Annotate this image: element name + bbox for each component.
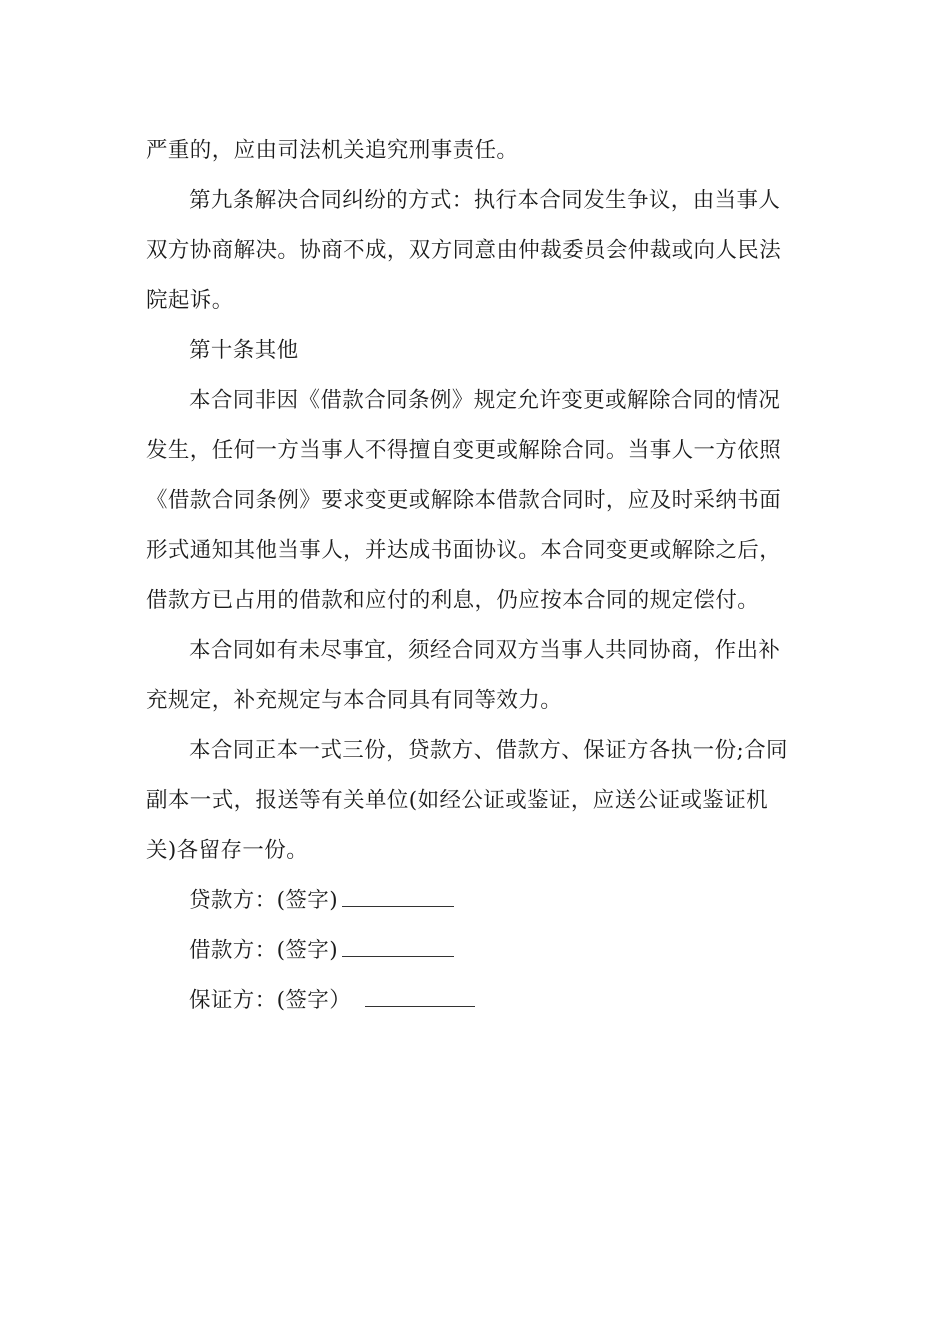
signature-lender (146, 876, 808, 926)
text-line: 发生，任何一方当事人不得擅自变更或解除合同。当事人一方依照 (146, 438, 782, 463)
paragraph-criminal-liability (146, 126, 808, 176)
text-line: 严重的，应由司法机关追究刑事责任。 (146, 138, 519, 163)
text-line: 形式通知其他当事人，并达成书面协议。本合同变更或解除之后， (146, 538, 782, 563)
text-line: 第九条解决合同纠纷的方式：执行本合同发生争议，由当事人 (189, 188, 781, 213)
text-line: 副本一式，报送等有关单位(如经公证或鉴证，应送公证或鉴证机 (146, 788, 768, 813)
heading-article-ten (146, 326, 808, 376)
text-line: 充规定，补充规定与本合同具有同等效力。 (146, 688, 563, 713)
signature-guarantor-label: 保证方：(签字） (189, 988, 352, 1013)
signature-guarantor-blank (365, 1005, 475, 1007)
signature-block (146, 876, 808, 1026)
paragraph-supplement (146, 626, 808, 726)
text-line: 双方协商解决。协商不成，双方同意由仲裁委员会仲裁或向人民法 (146, 238, 782, 263)
text-line: 第十条其他 (189, 338, 299, 363)
text-line: 本合同非因《借款合同条例》规定允许变更或解除合同的情况 (189, 388, 781, 413)
paragraph-dispute-resolution (146, 176, 808, 326)
paragraph-modification (146, 376, 808, 626)
signature-guarantor (146, 976, 808, 1026)
signature-borrower-label: 借款方：(签字) (189, 938, 338, 963)
text-line: 院起诉。 (146, 288, 234, 313)
paragraph-copies (146, 726, 808, 876)
text-line: 本合同正本一式三份，贷款方、借款方、保证方各执一份;合同 (189, 738, 788, 763)
text-line: 关)各留存一份。 (146, 838, 309, 863)
text-line: 《借款合同条例》要求变更或解除本借款合同时，应及时采纳书面 (146, 488, 782, 513)
signature-borrower-blank (342, 955, 454, 957)
signature-borrower (146, 926, 808, 976)
signature-lender-blank (342, 905, 454, 907)
contract-body (146, 126, 808, 1026)
text-line: 本合同如有未尽事宜，须经合同双方当事人共同协商，作出补 (189, 638, 781, 663)
text-line: 借款方已占用的借款和应付的利息，仍应按本合同的规定偿付。 (146, 588, 760, 613)
signature-lender-label: 贷款方：(签字) (189, 888, 338, 913)
